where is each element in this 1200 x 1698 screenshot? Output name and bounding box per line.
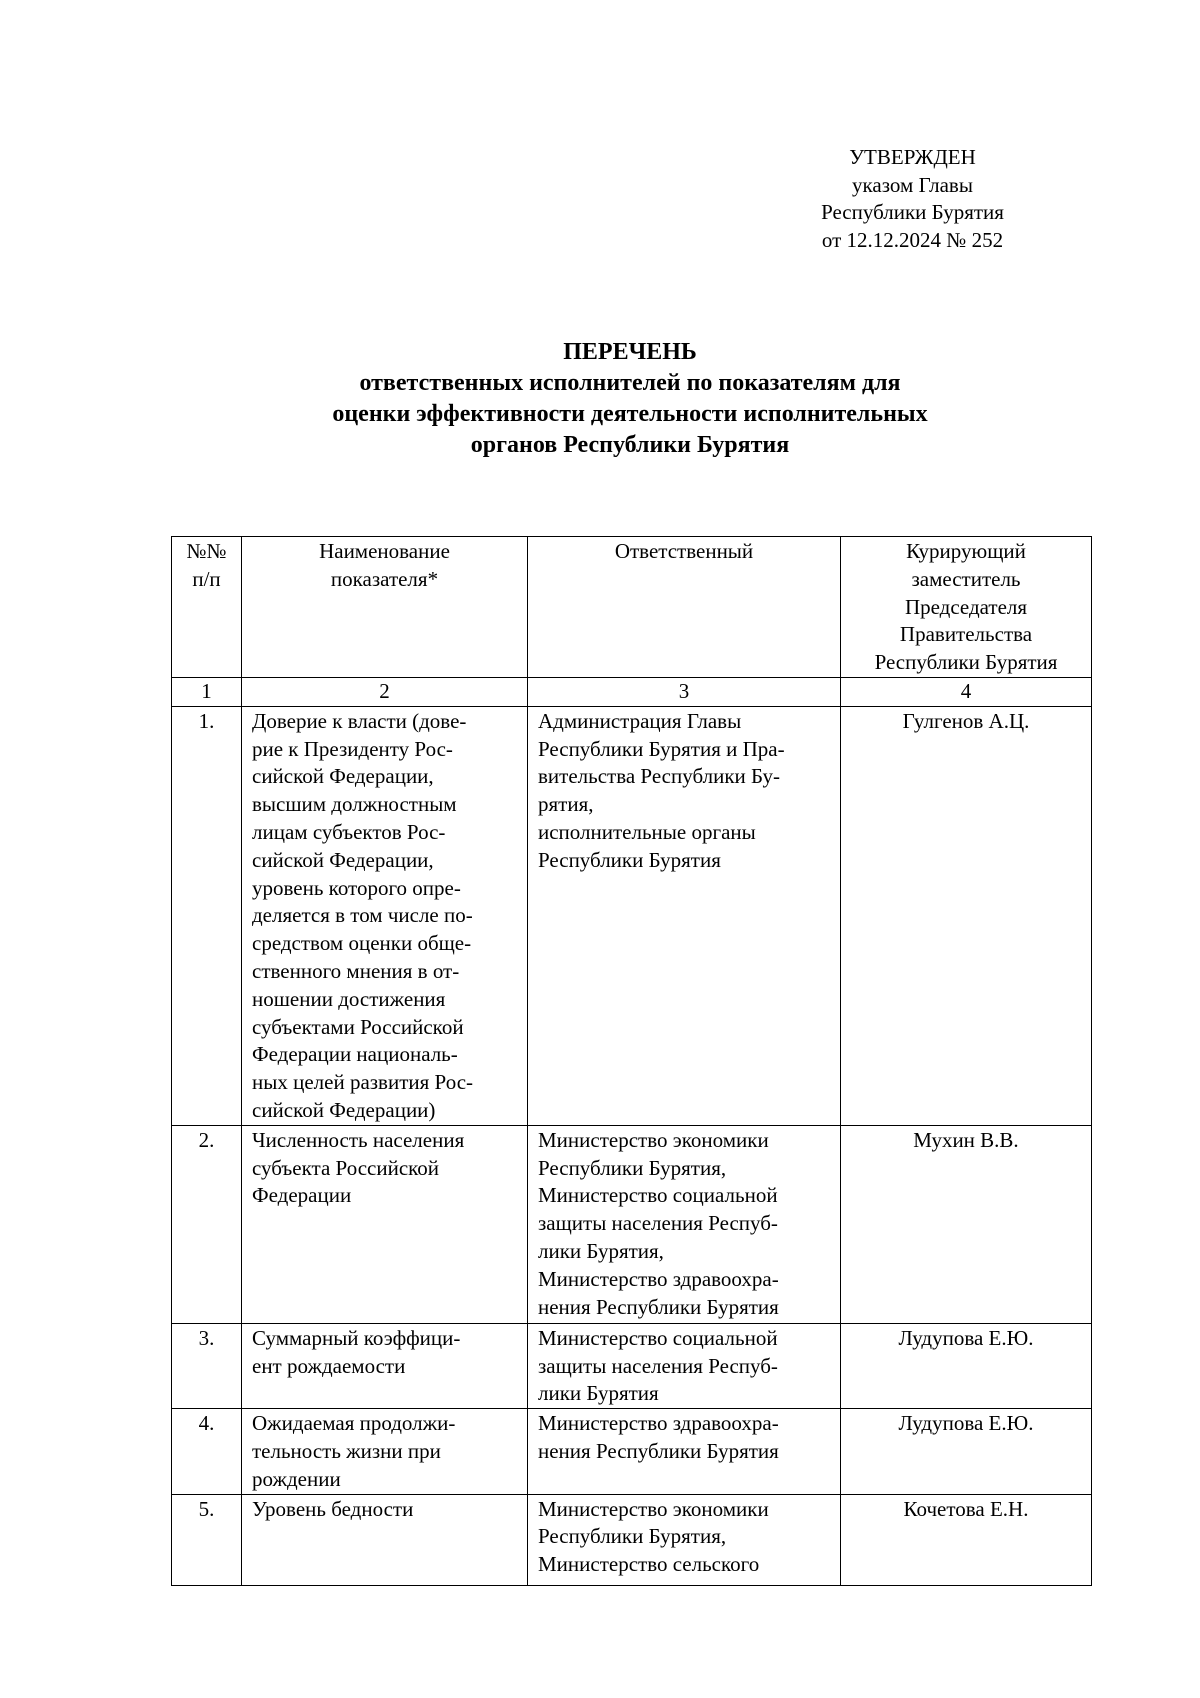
responsible-line: защиты населения Респуб-: [538, 1353, 778, 1378]
responsible-line: нения Республики Бурятия: [538, 1294, 779, 1319]
title-line-2: ответственных исполнителей по показателям для: [359, 370, 901, 396]
indicator-name-line: высшим должностным: [252, 792, 457, 817]
table-row: [172, 1409, 1092, 1494]
column-numbers-row: [172, 677, 1092, 706]
indicator-name-line: субъекта Российской: [252, 1155, 440, 1180]
approval-stamp: [780, 144, 1045, 254]
approval-line-date: от 12.12.2024 № 252: [821, 227, 1004, 252]
document-title: [170, 337, 1090, 461]
indicator-name-line: Ожидаемая продолжи-: [252, 1411, 456, 1436]
indicator-name: [242, 706, 528, 1125]
header-text: Ответственный: [614, 539, 754, 563]
row-number: 4.: [172, 1409, 242, 1494]
header-text: показателя*: [330, 566, 439, 591]
indicator-name-line: Федерации: [252, 1183, 352, 1208]
responsible-executor: [528, 1125, 841, 1323]
table-row: [172, 1494, 1092, 1585]
header-text: Председателя: [904, 594, 1028, 619]
table-row: [172, 1125, 1092, 1323]
header-text: Правительства: [899, 622, 1033, 647]
responsible-line: Министерство социальной: [538, 1183, 778, 1208]
approval-line-republic: Республики Бурятия: [821, 200, 1004, 224]
indicator-name-line: уровень которого опре-: [252, 875, 461, 900]
responsible-line: Республики Бурятия: [538, 847, 721, 872]
header-text: Наименование: [319, 539, 450, 563]
curator-name: Гулгенов А.Ц.: [841, 706, 1092, 1125]
responsible-line: Министерство социальной: [538, 1325, 778, 1350]
title-line-4: органов Республики Бурятия: [470, 432, 790, 458]
responsible-line: исполнительные органы: [538, 819, 756, 844]
approval-line-approved: УТВЕРЖДЕН: [849, 145, 976, 169]
indicator-name-line: ношении достижения: [252, 986, 446, 1011]
responsible-line: Министерство экономики: [538, 1127, 769, 1152]
responsible-executor: [528, 1409, 841, 1494]
indicator-name-line: ственного мнения в от-: [252, 958, 460, 983]
indicator-name-line: сийской Федерации,: [252, 847, 434, 872]
indicator-name-line: лицам субъектов Рос-: [252, 819, 446, 844]
indicator-name-line: Доверие к власти (дове-: [252, 708, 467, 733]
header-text: Курирующий: [906, 539, 1026, 563]
indicator-name-line: ных целей развития Рос-: [252, 1070, 474, 1095]
curator-name: Лудупова Е.Ю.: [841, 1409, 1092, 1494]
row-number: 5.: [172, 1494, 242, 1585]
indicator-name: [242, 1494, 528, 1585]
responsible-line: вительства Республики Бу-: [538, 764, 781, 789]
indicator-name-line: Федерации националь-: [252, 1042, 458, 1067]
row-number: 1.: [172, 706, 242, 1125]
indicator-name: [242, 1323, 528, 1408]
curator-name: Кочетова Е.Н.: [841, 1494, 1092, 1585]
indicator-name-line: ент рождаемости: [252, 1353, 406, 1378]
indicator-name-line: сийской Федерации): [252, 1097, 436, 1122]
responsible-line: Министерство здравоохра-: [538, 1411, 779, 1436]
title-line-3: оценки эффективности деятельности исполнительных: [332, 401, 928, 427]
column-number: 1: [172, 677, 242, 706]
table-row: [172, 1323, 1092, 1408]
indicator-name-line: средством оценки обще-: [252, 931, 472, 956]
approval-line-decree: указом Главы: [852, 172, 973, 197]
curator-name: Лудупова Е.Ю.: [841, 1323, 1092, 1408]
responsible-executor: [528, 706, 841, 1125]
indicator-name-line: сийской Федерации,: [252, 764, 434, 789]
column-number: 3: [528, 677, 841, 706]
table-header-row: [172, 537, 1092, 678]
indicator-name-line: рие к Президенту Рос-: [252, 736, 453, 761]
header-col-indicator: [242, 537, 528, 678]
responsible-executor: [528, 1494, 841, 1585]
responsible-line: нения Республики Бурятия: [538, 1438, 779, 1463]
header-text: Республики Бурятия: [874, 650, 1058, 675]
responsible-line: Министерство экономики: [538, 1496, 769, 1521]
indicator-name: [242, 1409, 528, 1494]
responsible-line: Администрация Главы: [538, 708, 742, 733]
indicator-name-line: рождении: [252, 1466, 341, 1491]
header-text: №№: [186, 539, 227, 563]
header-text: заместитель: [911, 566, 1021, 591]
indicator-name-line: Суммарный коэффици-: [252, 1325, 461, 1350]
responsible-line: Министерство сельского: [538, 1552, 760, 1577]
curator-name: Мухин В.В.: [841, 1125, 1092, 1323]
header-col-number: [172, 537, 242, 678]
column-number: 4: [841, 677, 1092, 706]
header-text: п/п: [192, 566, 221, 591]
row-number: 3.: [172, 1323, 242, 1408]
responsible-line: Республики Бурятия,: [538, 1155, 727, 1180]
responsible-line: защиты населения Респуб-: [538, 1211, 778, 1236]
title-line-1: ПЕРЕЧЕНЬ: [563, 339, 697, 365]
responsible-line: рятия,: [538, 792, 594, 817]
responsibility-table: [171, 536, 1092, 1586]
column-number: 2: [242, 677, 528, 706]
responsible-line: Республики Бурятия,: [538, 1524, 727, 1549]
indicator-name-line: субъектами Российской: [252, 1014, 464, 1039]
indicator-name-line: Численность населения: [252, 1127, 465, 1152]
responsible-line: Республики Бурятия и Пра-: [538, 736, 785, 761]
row-number: 2.: [172, 1125, 242, 1323]
indicator-name-line: тельность жизни при: [252, 1438, 441, 1463]
responsible-line: Министерство здравоохра-: [538, 1266, 779, 1291]
indicator-name-line: Уровень бедности: [252, 1496, 414, 1521]
indicator-name: [242, 1125, 528, 1323]
header-col-responsible: [528, 537, 841, 678]
header-col-curator: [841, 537, 1092, 678]
responsible-executor: [528, 1323, 841, 1408]
responsible-line: лики Бурятия,: [538, 1238, 664, 1263]
table-row: [172, 706, 1092, 1125]
indicator-name-line: деляется в том числе по-: [252, 903, 473, 928]
responsible-line: лики Бурятия: [538, 1381, 659, 1406]
